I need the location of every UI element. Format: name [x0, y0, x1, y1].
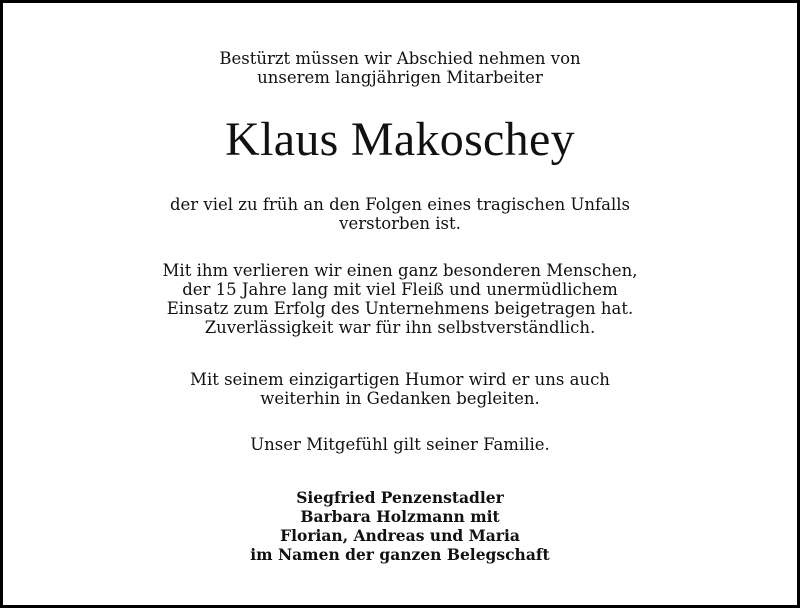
intro-text: [3, 49, 797, 87]
deceased-name: Klaus Makoschey: [225, 113, 575, 166]
paragraph-tribute: [3, 261, 797, 337]
paragraph-line: Mit ihm verlieren wir einen ganz besonderen Menschen,: [162, 261, 638, 280]
signature-block: [3, 488, 797, 564]
paragraph-circumstances: [3, 195, 797, 233]
signature-line: im Namen der ganzen Belegschaft: [250, 545, 550, 564]
paragraph-line: weiterhin in Gedanken begleiten.: [260, 389, 540, 408]
paragraph-line: Zuverlässigkeit war für ihn selbstverständlich.: [204, 318, 596, 337]
paragraph-line: verstorben ist.: [339, 214, 461, 233]
paragraph-line: Mit seinem einzigartigen Humor wird er uns auch: [190, 370, 610, 389]
paragraph-line: der 15 Jahre lang mit viel Fleiß und unermüdlichem: [182, 280, 618, 299]
signature-line: Siegfried Penzenstadler: [296, 488, 504, 507]
paragraph-line: der viel zu früh an den Folgen eines tragischen Unfalls: [169, 195, 631, 214]
paragraph-condolence: [3, 435, 797, 454]
intro-line: Bestürzt müssen wir Abschied nehmen von: [219, 49, 581, 68]
paragraph-humor: [3, 370, 797, 408]
paragraph-line: Einsatz zum Erfolg des Unternehmens beigetragen hat.: [166, 299, 634, 318]
signature-line: Barbara Holzmann mit: [300, 507, 500, 526]
intro-line: unserem langjährigen Mitarbeiter: [257, 68, 543, 87]
signature-line: Florian, Andreas und Maria: [280, 526, 520, 545]
paragraph-line: Unser Mitgefühl gilt seiner Familie.: [250, 435, 550, 454]
